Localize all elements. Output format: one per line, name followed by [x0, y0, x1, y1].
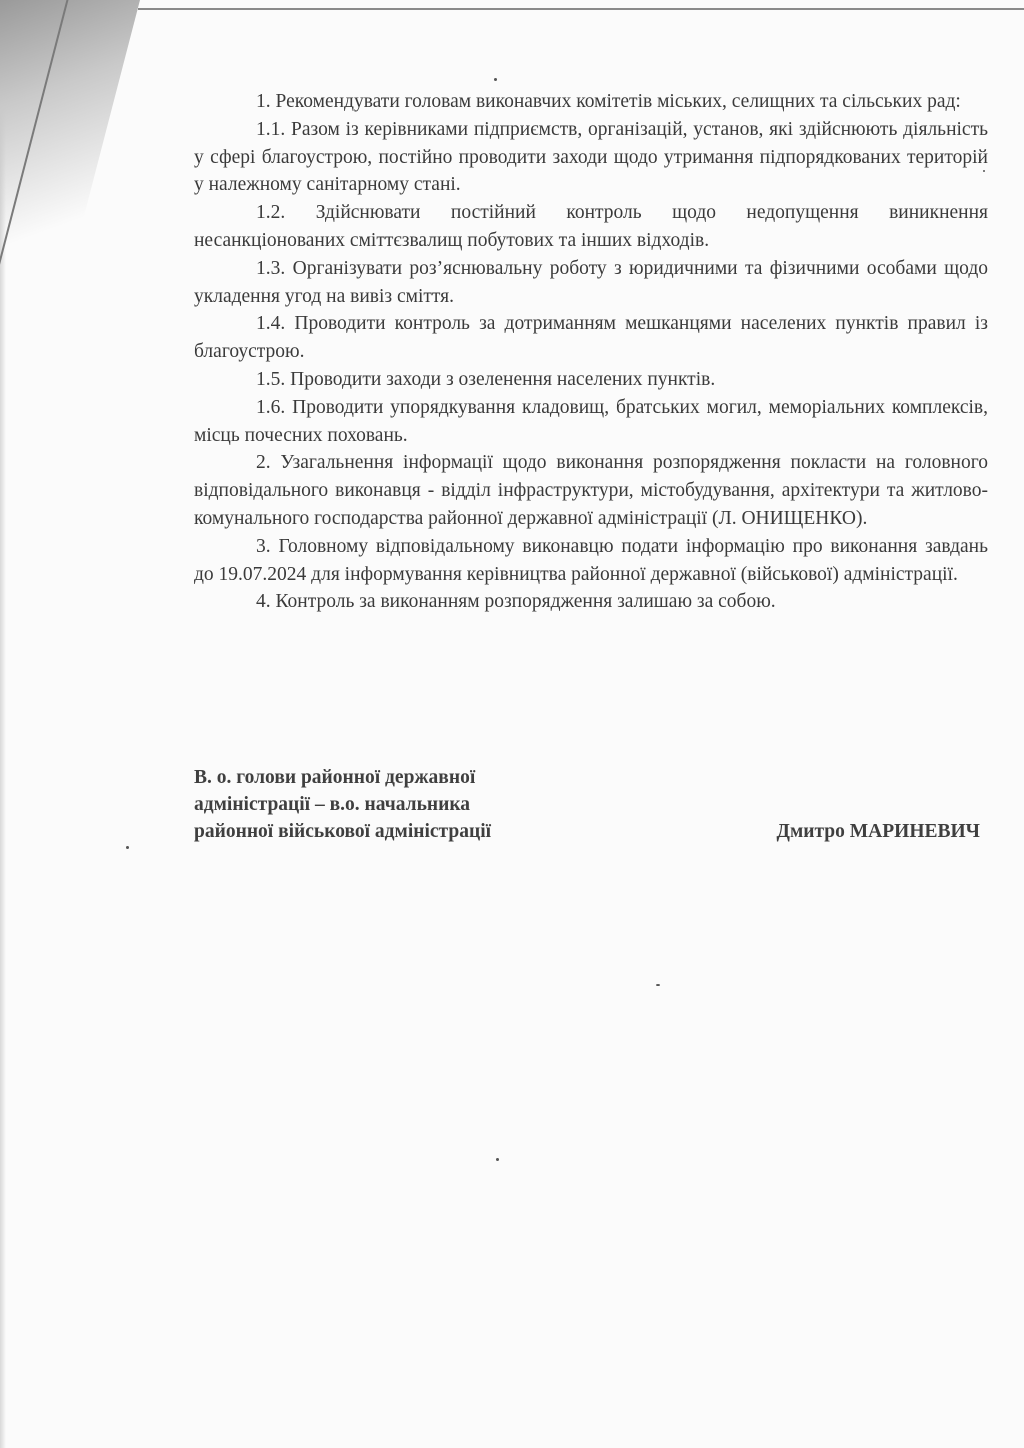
paragraph-2: 2. Узагальнення інформації щодо виконання розпорядження покласти на головного відповідального виконавця - відділ інфраструктури, містобудування, архітектури та житлово-комунального господарства районної державної адміністрації (Л. ОНИЩЕНКО). [194, 452, 988, 529]
paragraph-1-1: 1.1. Разом із керівниками підприємств, організацій, установ, які здійснюють діяльність у сфері благоустрою, постійно проводити заходи щодо утримання підпорядкованих територій у належному санітарному стані. [194, 118, 988, 196]
paragraph-4: 4. Контроль за виконанням розпорядження залишаю за собою. [256, 591, 776, 613]
document-body [194, 88, 988, 616]
scan-speck [496, 1158, 499, 1161]
paragraph-1-5: 1.5. Проводити заходи з озеленення населених пунктів. [256, 368, 716, 390]
signer-position [194, 764, 634, 845]
scan-fold-line [0, 0, 140, 540]
paragraph-1-2: 1.2. Здійснювати постійний контроль щодо недопущення виникнення несанкціонованих сміттєзвалищ побутових та інших відходів. [194, 202, 988, 251]
paragraph-3: 3. Головному відповідальному виконавцю подати інформацію про виконання завдань до 19.07.2024 для інформування керівництва районної державної (військової) адміністрації. [194, 535, 988, 585]
scan-speck [494, 78, 497, 81]
scan-speck [126, 846, 129, 849]
paragraph-1-3: 1.3. Організувати роз’яснювальну роботу з юридичними та фізичними особами щодо укладення угод на вивіз сміття. [194, 257, 988, 307]
signer-position-line: районної військової адміністрації [194, 821, 492, 842]
scan-top-edge [138, 8, 1024, 10]
signer-name: Дмитро МАРИНЕВИЧ [776, 821, 980, 842]
paragraph-1-4: 1.4. Проводити контроль за дотриманням мешканцями населених пунктів правил із благоустрою. [194, 313, 988, 363]
paragraph-1: 1. Рекомендувати головам виконавчих комітетів міських, селищних та сільських рад: [256, 91, 961, 112]
signer-position-line: адміністрації – в.о. начальника [194, 794, 471, 815]
signer-position-line: В. о. голови районної державної [194, 767, 476, 788]
scan-speck [656, 984, 660, 986]
paragraph-1-6: 1.6. Проводити упорядкування кладовищ, братських могил, меморіальних комплексів, місць почесних поховань. [194, 396, 988, 446]
